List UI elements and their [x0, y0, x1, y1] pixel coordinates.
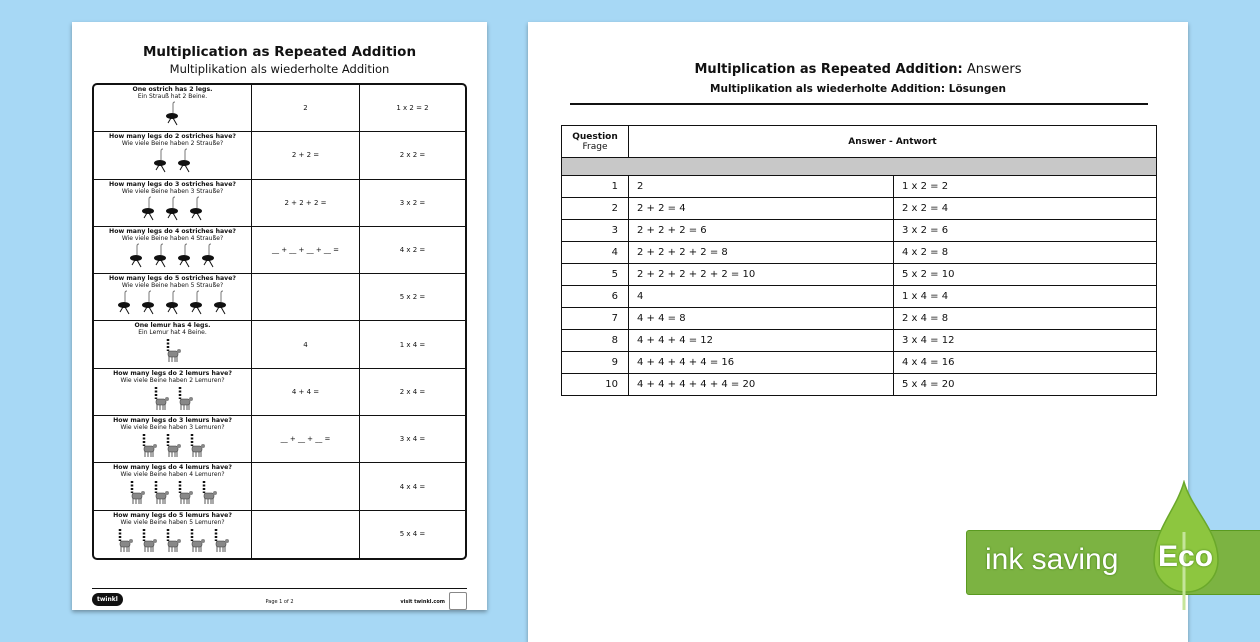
worksheet-page	[72, 22, 487, 610]
question-cell	[94, 369, 252, 415]
worksheet-row	[94, 463, 465, 510]
worksheet-row	[94, 180, 465, 227]
eco-label: Eco	[1158, 540, 1214, 573]
ostrich-icon	[139, 290, 159, 318]
lemur-icon	[163, 337, 183, 365]
multiplication-answer: 5 x 2 = 10	[894, 264, 1157, 286]
question-cell	[94, 321, 252, 367]
question-de: Wie viele Beine haben 4 Lemuren?	[120, 471, 225, 479]
answer-row	[562, 330, 1157, 352]
question-en: How many legs do 5 lemurs have?	[113, 511, 232, 519]
addition-cell[interactable]	[252, 511, 360, 558]
worksheet-row	[94, 511, 465, 558]
addition-cell[interactable]	[252, 463, 360, 509]
question-en: How many legs do 5 ostriches have?	[109, 275, 236, 283]
lemur-pictures	[94, 479, 251, 507]
answers-title-main: Multiplication as Repeated Addition:	[694, 62, 963, 77]
question-cell	[94, 180, 252, 226]
question-number: 3	[562, 220, 629, 242]
question-en: How many legs do 3 lemurs have?	[113, 417, 232, 425]
ostrich-icon	[199, 243, 219, 271]
ostrich-icon	[175, 243, 195, 271]
lemur-icon	[199, 479, 219, 507]
ostrich-icon	[175, 148, 195, 176]
worksheet-footer	[92, 588, 467, 605]
multiplication-cell[interactable]: 4 x 4 =	[399, 482, 426, 491]
answer-row	[562, 198, 1157, 220]
lemur-icon	[187, 527, 207, 555]
worksheet-row	[94, 274, 465, 321]
multiplication-answer: 5 x 4 = 20	[894, 374, 1157, 396]
question-number: 7	[562, 308, 629, 330]
answers-title	[528, 62, 1188, 77]
ostrich-pictures	[94, 196, 251, 224]
addition-answer: 2 + 2 = 4	[629, 198, 894, 220]
question-en: One lemur has 4 legs.	[134, 322, 211, 330]
lemur-icon	[211, 527, 231, 555]
ostrich-icon	[151, 243, 171, 271]
worksheet-row	[94, 321, 465, 368]
ostrich-pictures	[94, 243, 251, 271]
title-divider	[570, 103, 1148, 105]
worksheet-row	[94, 416, 465, 463]
addition-answer: 2 + 2 + 2 + 2 + 2 = 10	[629, 264, 894, 286]
question-number: 10	[562, 374, 629, 396]
addition-cell[interactable]: 2 + 2 =	[252, 132, 360, 178]
lemur-icon	[175, 479, 195, 507]
worksheet-table	[92, 83, 467, 560]
question-en: How many legs do 2 lemurs have?	[113, 369, 232, 377]
lemur-icon	[163, 527, 183, 555]
addition-cell[interactable]	[252, 274, 360, 320]
multiplication-cell[interactable]: 4 x 2 =	[399, 246, 426, 255]
ostrich-pictures	[94, 101, 251, 129]
page-number: Page 1 of 2	[265, 599, 294, 605]
multiplication-answer: 3 x 2 = 6	[894, 220, 1157, 242]
question-cell	[94, 274, 252, 320]
question-cell	[94, 463, 252, 509]
multiplication-answer: 2 x 4 = 8	[894, 308, 1157, 330]
ostrich-icon	[139, 196, 159, 224]
question-de: Wie viele Beine haben 4 Strauße?	[121, 234, 224, 242]
question-number: 6	[562, 286, 629, 308]
answer-row	[562, 286, 1157, 308]
ostrich-pictures	[94, 290, 251, 318]
ostrich-pictures	[94, 148, 251, 176]
question-number: 1	[562, 176, 629, 198]
question-cell	[94, 132, 252, 178]
ostrich-icon	[127, 243, 147, 271]
ink-saving-label: ink saving	[985, 543, 1119, 576]
ostrich-icon	[163, 196, 183, 224]
addition-cell[interactable]: 2 + 2 + 2 =	[252, 180, 360, 226]
lemur-pictures	[94, 385, 251, 413]
answer-row	[562, 220, 1157, 242]
multiplication-answer: 3 x 4 = 12	[894, 330, 1157, 352]
answers-table	[561, 125, 1157, 396]
answer-row	[562, 352, 1157, 374]
header-question-en: Question	[572, 131, 618, 142]
question-de: Wie viele Beine haben 2 Lemuren?	[120, 376, 225, 384]
question-de: Ein Strauß hat 2 Beine.	[137, 93, 208, 100]
lemur-icon	[163, 432, 183, 460]
multiplication-cell[interactable]: 1 x 4 =	[399, 340, 426, 349]
question-number: 8	[562, 330, 629, 352]
multiplication-answer: 1 x 2 = 2	[894, 176, 1157, 198]
addition-answer: 2 + 2 + 2 + 2 = 8	[629, 242, 894, 264]
question-de: Wie viele Beine haben 3 Strauße?	[121, 187, 224, 195]
question-cell	[94, 511, 252, 558]
ostrich-icon	[187, 290, 207, 318]
addition-answer: 4	[629, 286, 894, 308]
addition-answer: 4 + 4 = 8	[629, 308, 894, 330]
question-cell	[94, 416, 252, 462]
question-de: Ein Lemur hat 4 Beine.	[138, 329, 207, 337]
answer-row	[562, 176, 1157, 198]
multiplication-answer: 1 x 4 = 4	[894, 286, 1157, 308]
question-cell	[94, 85, 252, 131]
addition-answer: 4 + 4 + 4 = 12	[629, 330, 894, 352]
ostrich-icon	[187, 196, 207, 224]
addition-cell[interactable]: __ + __ + __ =	[252, 416, 360, 462]
question-en: How many legs do 3 ostriches have?	[109, 180, 236, 188]
question-number: 4	[562, 242, 629, 264]
worksheet-title: Multiplication as Repeated Addition	[142, 44, 417, 60]
multiplication-answer: 4 x 4 = 16	[894, 352, 1157, 374]
addition-answer: 4 + 4 + 4 + 4 = 16	[629, 352, 894, 374]
question-number: 5	[562, 264, 629, 286]
question-en: How many legs do 2 ostriches have?	[109, 133, 236, 141]
lemur-icon	[127, 479, 147, 507]
multiplication-answer: 4 x 2 = 8	[894, 242, 1157, 264]
ostrich-icon	[151, 148, 171, 176]
question-de: Wie viele Beine haben 2 Strauße?	[121, 140, 224, 148]
lemur-icon	[187, 432, 207, 460]
lemur-icon	[151, 479, 171, 507]
question-number: 9	[562, 352, 629, 374]
answer-row	[562, 264, 1157, 286]
quality-badge-icon	[449, 592, 467, 610]
question-cell	[94, 227, 252, 273]
addition-cell[interactable]: 2	[252, 85, 360, 131]
lemur-pictures	[94, 432, 251, 460]
worksheet-row	[94, 85, 465, 132]
lemur-pictures	[94, 337, 251, 365]
spacer-row	[562, 158, 1157, 176]
worksheet-row	[94, 369, 465, 416]
multiplication-cell[interactable]: 5 x 4 =	[399, 530, 426, 539]
answers-title-suffix: Answers	[962, 62, 1022, 77]
multiplication-cell[interactable]: 3 x 2 =	[399, 198, 426, 207]
addition-cell[interactable]: 4 + 4 =	[252, 369, 360, 415]
question-de: Wie viele Beine haben 3 Lemuren?	[120, 424, 225, 432]
header-question	[562, 126, 629, 158]
lemur-icon	[139, 432, 159, 460]
question-en: How many legs do 4 ostriches have?	[109, 227, 236, 235]
question-en: How many legs do 4 lemurs have?	[113, 464, 232, 472]
multiplication-cell[interactable]: 2 x 2 =	[399, 151, 426, 160]
lemur-icon	[139, 527, 159, 555]
worksheet-subtitle: Multiplikation als wiederholte Addition	[169, 62, 390, 76]
visit-link: visit twinkl.com	[400, 599, 445, 605]
addition-answer: 2	[629, 176, 894, 198]
multiplication-cell[interactable]: 5 x 2 =	[399, 293, 426, 302]
multiplication-cell[interactable]: 2 x 4 =	[399, 387, 426, 396]
header-question-de: Frage	[582, 141, 608, 152]
ostrich-icon	[115, 290, 135, 318]
twinkl-logo: twinkl	[92, 593, 123, 606]
worksheet-row	[94, 132, 465, 179]
lemur-icon	[175, 385, 195, 413]
answer-row	[562, 242, 1157, 264]
answer-row	[562, 308, 1157, 330]
worksheet-row	[94, 227, 465, 274]
lemur-pictures	[94, 527, 251, 555]
ostrich-icon	[211, 290, 231, 318]
multiplication-cell[interactable]: 1 x 2 = 2	[396, 104, 429, 113]
answers-subtitle: Multiplikation als wiederholte Addition: Lösungen	[710, 83, 1006, 95]
ostrich-icon	[163, 101, 183, 129]
addition-cell[interactable]: 4	[252, 321, 360, 367]
addition-answer: 2 + 2 + 2 = 6	[629, 220, 894, 242]
addition-cell[interactable]: __ + __ + __ + __ =	[252, 227, 360, 273]
multiplication-answer: 2 x 2 = 4	[894, 198, 1157, 220]
multiplication-cell[interactable]: 3 x 4 =	[399, 435, 426, 444]
answer-row	[562, 374, 1157, 396]
question-number: 2	[562, 198, 629, 220]
lemur-icon	[115, 527, 135, 555]
addition-answer: 4 + 4 + 4 + 4 + 4 = 20	[629, 374, 894, 396]
lemur-icon	[151, 385, 171, 413]
header-answer: Answer - Antwort	[629, 126, 1157, 158]
question-en: One ostrich has 2 legs.	[132, 86, 213, 93]
ostrich-icon	[163, 290, 183, 318]
question-de: Wie viele Beine haben 5 Lemuren?	[120, 518, 225, 526]
question-de: Wie viele Beine haben 5 Strauße?	[121, 282, 224, 290]
